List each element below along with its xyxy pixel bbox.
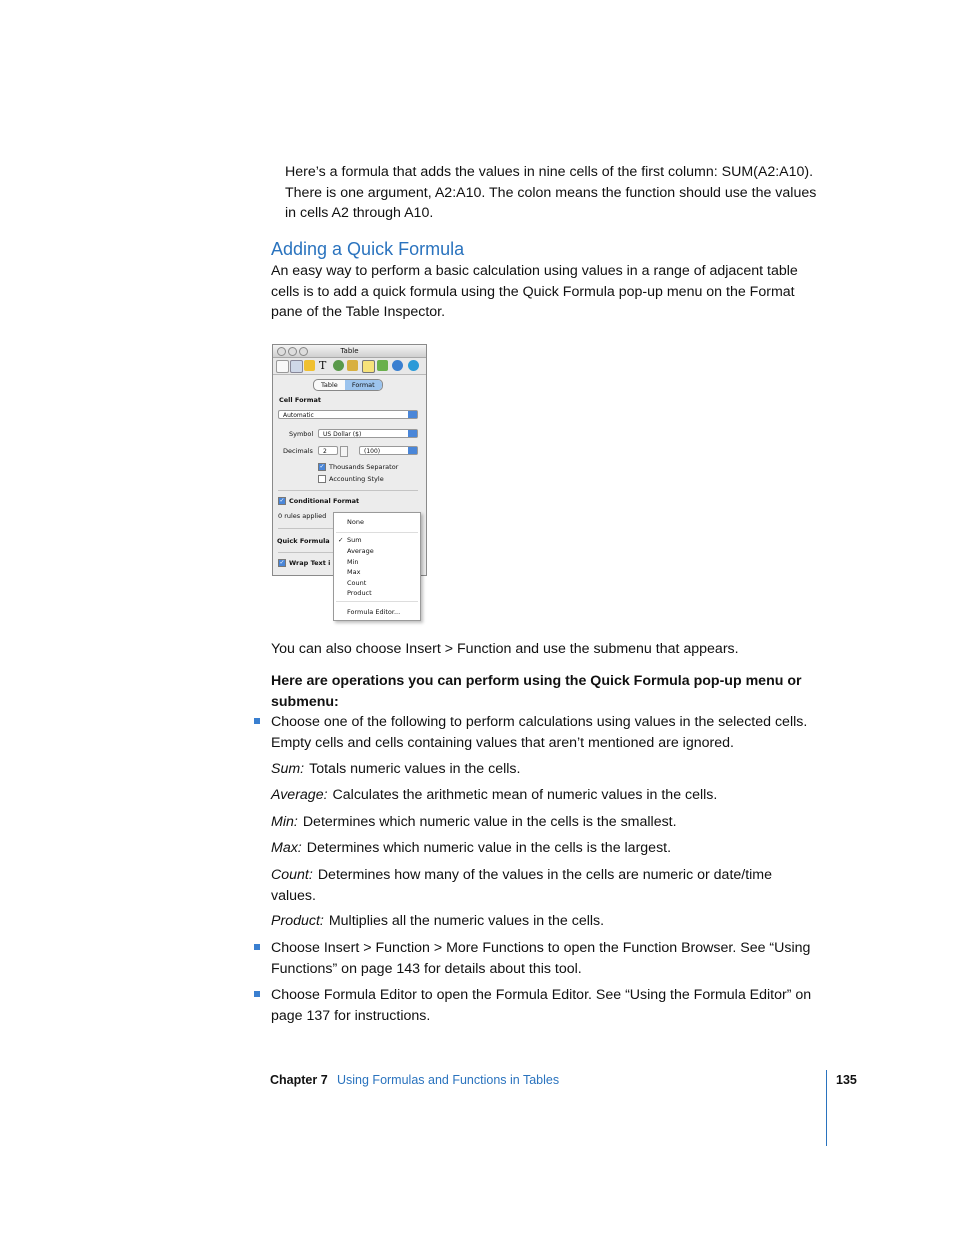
document-inspector-icon[interactable] [276,360,289,373]
menu-item-product[interactable]: Product [347,589,372,597]
popup-arrow-icon [408,411,417,418]
decimals-value: 2 [323,448,327,455]
popup-arrow-icon [408,430,417,437]
term-max: Max: [271,840,302,856]
section-paragraph [271,261,831,323]
tab-format[interactable]: Format [345,380,382,390]
wrap-inspector-icon[interactable] [304,360,315,371]
intro-line-2: There is one argument, A2:A10. The colon means the function should use the values [285,184,817,201]
insert-paragraph: You can also choose Insert > Function and use the submenu that appears. [271,641,739,657]
bullet-1-line-1: Choose one of the following to perform calculations using values in the selected cells. [271,714,808,730]
text-inspector-icon[interactable]: T [319,359,327,372]
menu-divider [336,601,418,602]
definition-product [271,911,831,932]
negative-format-popup[interactable] [359,446,418,455]
quick-formula-menu [333,512,421,621]
accounting-style-checkbox[interactable] [318,475,326,483]
menu-item-formula-editor[interactable]: Formula Editor... [347,608,401,616]
symbol-value: US Dollar ($) [323,431,362,438]
section-line-2: cells is to add a quick formula using the Quick Formula pop-up menu on the Format [271,283,795,300]
decimals-label: Decimals [283,447,313,455]
page-number: 135 [836,1073,857,1087]
operations-heading [271,671,831,712]
layout-inspector-icon[interactable] [290,360,303,373]
graphic-inspector-icon[interactable] [333,360,344,371]
definition-sum [271,759,831,780]
cell-format-value: Automatic [283,412,314,419]
accounting-style-label: Accounting Style [329,475,384,483]
rules-applied-label: 0 rules applied [278,512,327,520]
check-icon: ✓ [338,536,344,544]
definition-count [271,865,831,906]
desc-sum: Totals numeric values in the cells. [309,761,521,777]
inspector-toolbar [273,358,426,375]
window-title: Table [340,347,359,355]
conditional-format-checkbox[interactable]: ✓ [279,497,285,504]
wrap-text-checkbox[interactable]: ✓ [279,559,285,566]
term-product: Product: [271,913,324,929]
menu-item-min[interactable]: Min [347,558,359,566]
definition-min [271,812,831,833]
term-sum: Sum: [271,761,305,777]
intro-paragraph [285,162,830,224]
symbol-label: Symbol [289,430,314,438]
operations-heading-line-1: Here are operations you can perform using the Quick Formula pop-up menu or [271,673,802,689]
symbol-popup[interactable] [318,429,418,438]
close-window-icon[interactable] [277,347,286,356]
desc-count-line-1: Determines how many of the values in the cells are numeric or date/time [317,867,773,883]
section-heading: Adding a Quick Formula [271,239,465,259]
bullet-item-3 [271,985,831,1026]
quicktime-inspector-icon[interactable] [408,360,419,371]
chart-inspector-icon[interactable] [377,360,388,371]
cell-format-popup[interactable] [278,410,418,419]
link-inspector-icon[interactable] [392,360,403,371]
conditional-format-label: Conditional Format [289,497,360,505]
bullet-icon [254,991,260,997]
desc-average: Calculates the arithmetic mean of numeric values in the cells. [332,787,718,803]
minimize-window-icon[interactable] [288,347,297,356]
section-line-1: An easy way to perform a basic calculation using values in a range of adjacent table [271,263,798,279]
menu-item-none[interactable]: None [347,518,364,526]
definition-average [271,785,831,806]
footer-divider [826,1070,827,1146]
intro-line-3: in cells A2 through A10. [285,205,434,221]
menu-divider [336,532,418,533]
metrics-inspector-icon[interactable] [347,360,358,371]
bullet-2-line-2: Functions” on page 143 for details about this tool. [271,960,582,977]
menu-item-max[interactable]: Max [347,568,361,576]
menu-item-average[interactable]: Average [347,547,374,555]
section-line-3: pane of the Table Inspector. [271,304,446,320]
bullet-3-line-2: page 137 for instructions. [271,1007,431,1024]
intro-line-1: Here’s a formula that adds the values in nine cells of the first column: SUM(A2:A10). [285,164,814,180]
definition-max [271,838,831,859]
term-average: Average: [271,787,328,803]
bullet-icon [254,944,260,950]
term-min: Min: [271,814,298,830]
bullet-icon [254,718,260,724]
tab-table[interactable]: Table [321,381,338,389]
thousands-separator-label: Thousands Separator [329,463,399,471]
menu-item-count[interactable]: Count [347,579,367,587]
bullet-item-1 [271,712,831,753]
cell-format-label: Cell Format [279,396,322,404]
desc-min: Determines which numeric value in the cells is the smallest. [302,814,677,830]
desc-product: Multiplies all the numeric values in the cells. [328,913,605,929]
table-inspector-icon[interactable] [362,360,375,373]
bullet-3-line-1: Choose Formula Editor to open the Formula Editor. See “Using the Formula Editor” on [271,987,812,1003]
term-count: Count: [271,867,313,883]
thousands-separator-checkbox[interactable]: ✓ [319,463,325,470]
footer-chapter-title: Using Formulas and Functions in Tables [337,1073,560,1087]
decimals-field[interactable] [318,446,338,455]
inspector-titlebar [273,345,426,358]
bullet-1-line-2: Empty cells and cells containing values that aren’t mentioned are ignored. [271,734,734,751]
quick-formula-label: Quick Formula [277,537,330,545]
wrap-text-label: Wrap Text i [289,559,331,567]
divider [278,490,418,491]
bullet-item-2 [271,938,831,979]
footer-chapter: Chapter 7 [270,1073,328,1087]
bullet-2-line-1: Choose Insert > Function > More Functions to open the Function Browser. See “Using [271,940,811,956]
desc-max: Determines which numeric value in the cells is the largest. [306,840,672,856]
decimals-stepper[interactable] [340,446,348,457]
negative-format-value: (100) [364,448,381,455]
zoom-window-icon[interactable] [299,347,308,356]
menu-item-sum[interactable]: Sum [347,536,362,544]
desc-count-line-2: values. [271,887,316,904]
popup-arrow-icon [408,447,417,454]
inspector-tabs [313,379,383,391]
operations-heading-line-2: submenu: [271,693,339,710]
